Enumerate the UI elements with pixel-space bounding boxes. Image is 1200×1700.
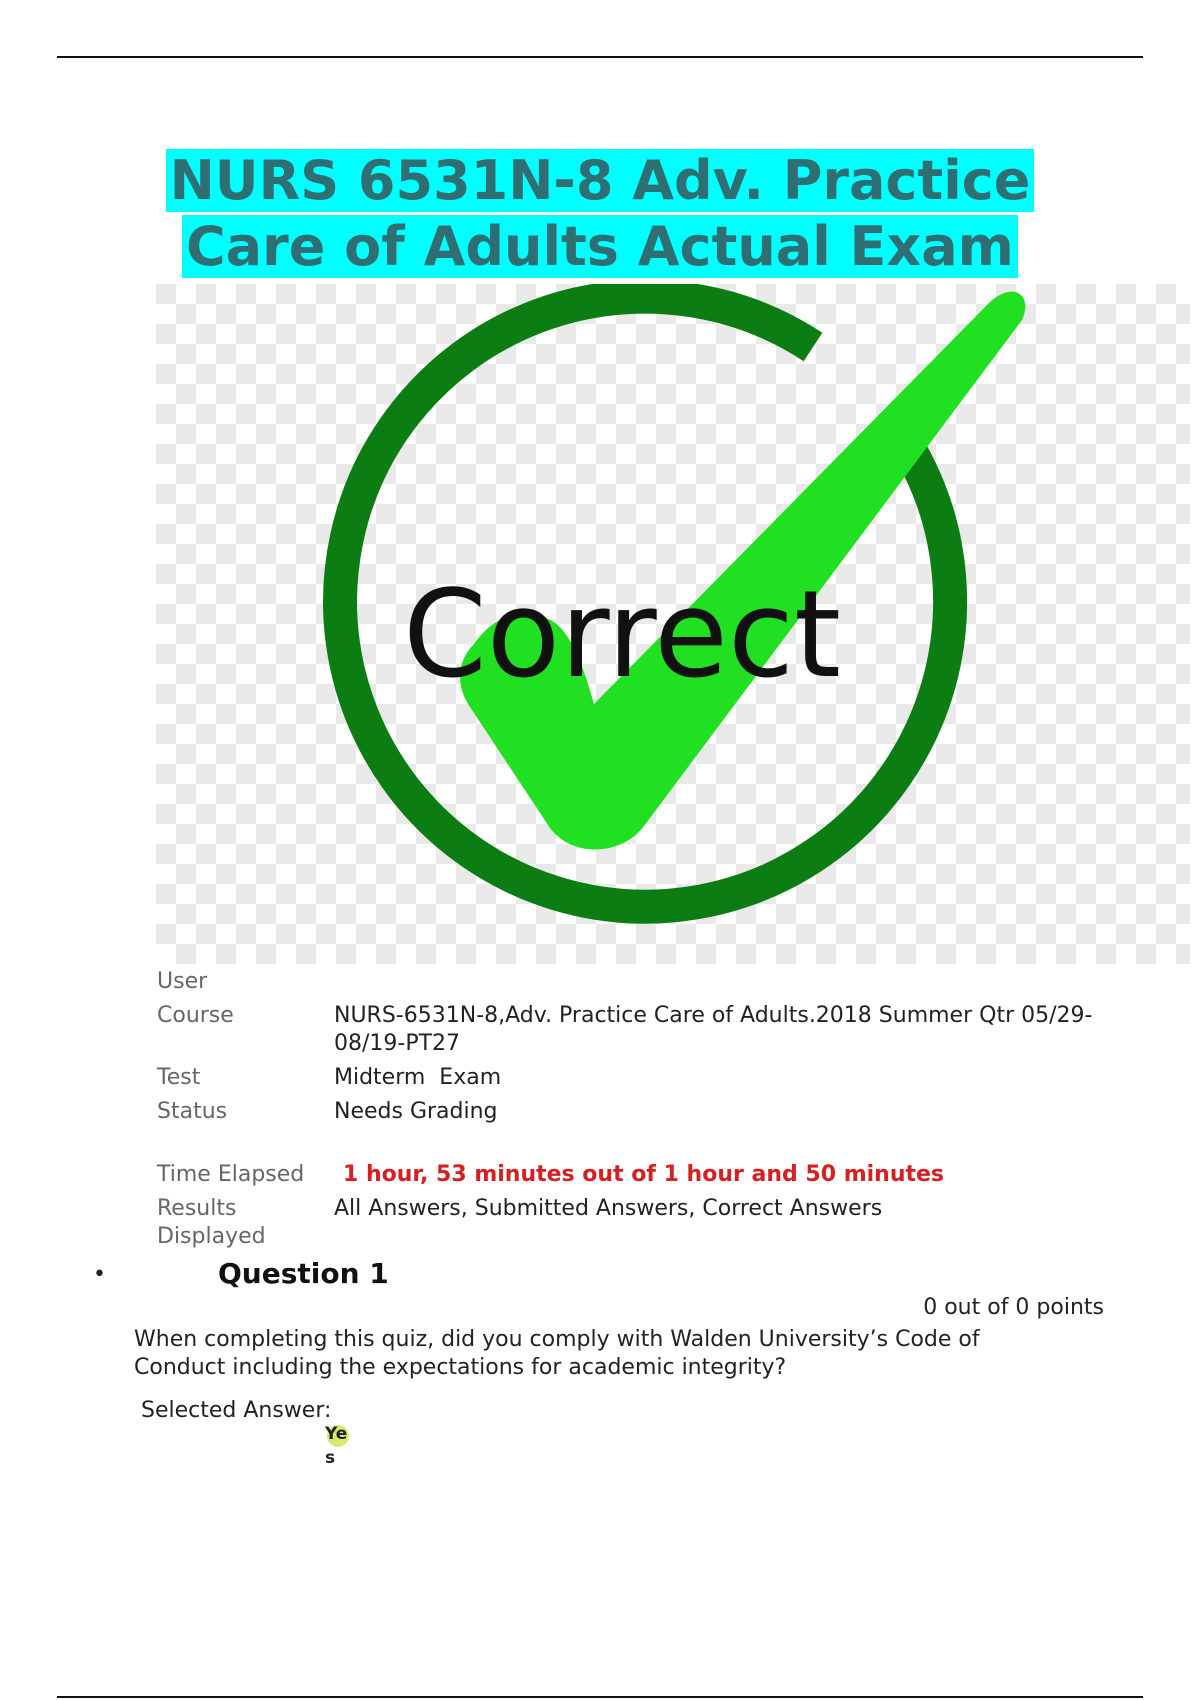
results-displayed-value: All Answers, Submitted Answers, Correct Answers <box>334 1196 883 1221</box>
results-displayed-label: Results Displayed <box>157 1196 266 1249</box>
question-text: When completing this quiz, did you comply with Walden University’s Code of Conduct including the expectations for academic integrity? <box>134 1327 980 1380</box>
selected-answer-label: Selected Answer: <box>141 1398 332 1423</box>
top-rule <box>57 56 1143 58</box>
course-value: NURS-6531N-8,Adv. Practice Care of Adults.2018 Summer Qtr 05/29-08/19-PT27 <box>334 1003 1093 1056</box>
time-elapsed-label: Time Elapsed <box>157 1162 305 1187</box>
correct-word: Correct <box>403 566 841 705</box>
course-label: Course <box>157 1003 234 1028</box>
bottom-rule <box>57 1696 1143 1698</box>
title-line-1: NURS 6531N-8 Adv. Practice <box>166 149 1035 212</box>
question-points: 0 out of 0 points <box>923 1295 1104 1320</box>
question-title: Question 1 <box>218 1257 389 1290</box>
title-line-2: Care of Adults Actual Exam <box>182 215 1018 278</box>
test-label: Test <box>157 1065 201 1090</box>
selected-answer-value: Yes <box>325 1424 348 1468</box>
list-bullet: • <box>93 1262 106 1287</box>
user-label: User <box>157 969 208 994</box>
status-value: Needs Grading <box>334 1099 498 1124</box>
status-label: Status <box>157 1099 228 1124</box>
test-value: Midterm Exam <box>334 1065 502 1090</box>
document-title <box>0 148 1200 280</box>
time-elapsed-value: 1 hour, 53 minutes out of 1 hour and 50 minutes <box>343 1162 945 1187</box>
correct-checkmark-graphic <box>156 284 1190 964</box>
